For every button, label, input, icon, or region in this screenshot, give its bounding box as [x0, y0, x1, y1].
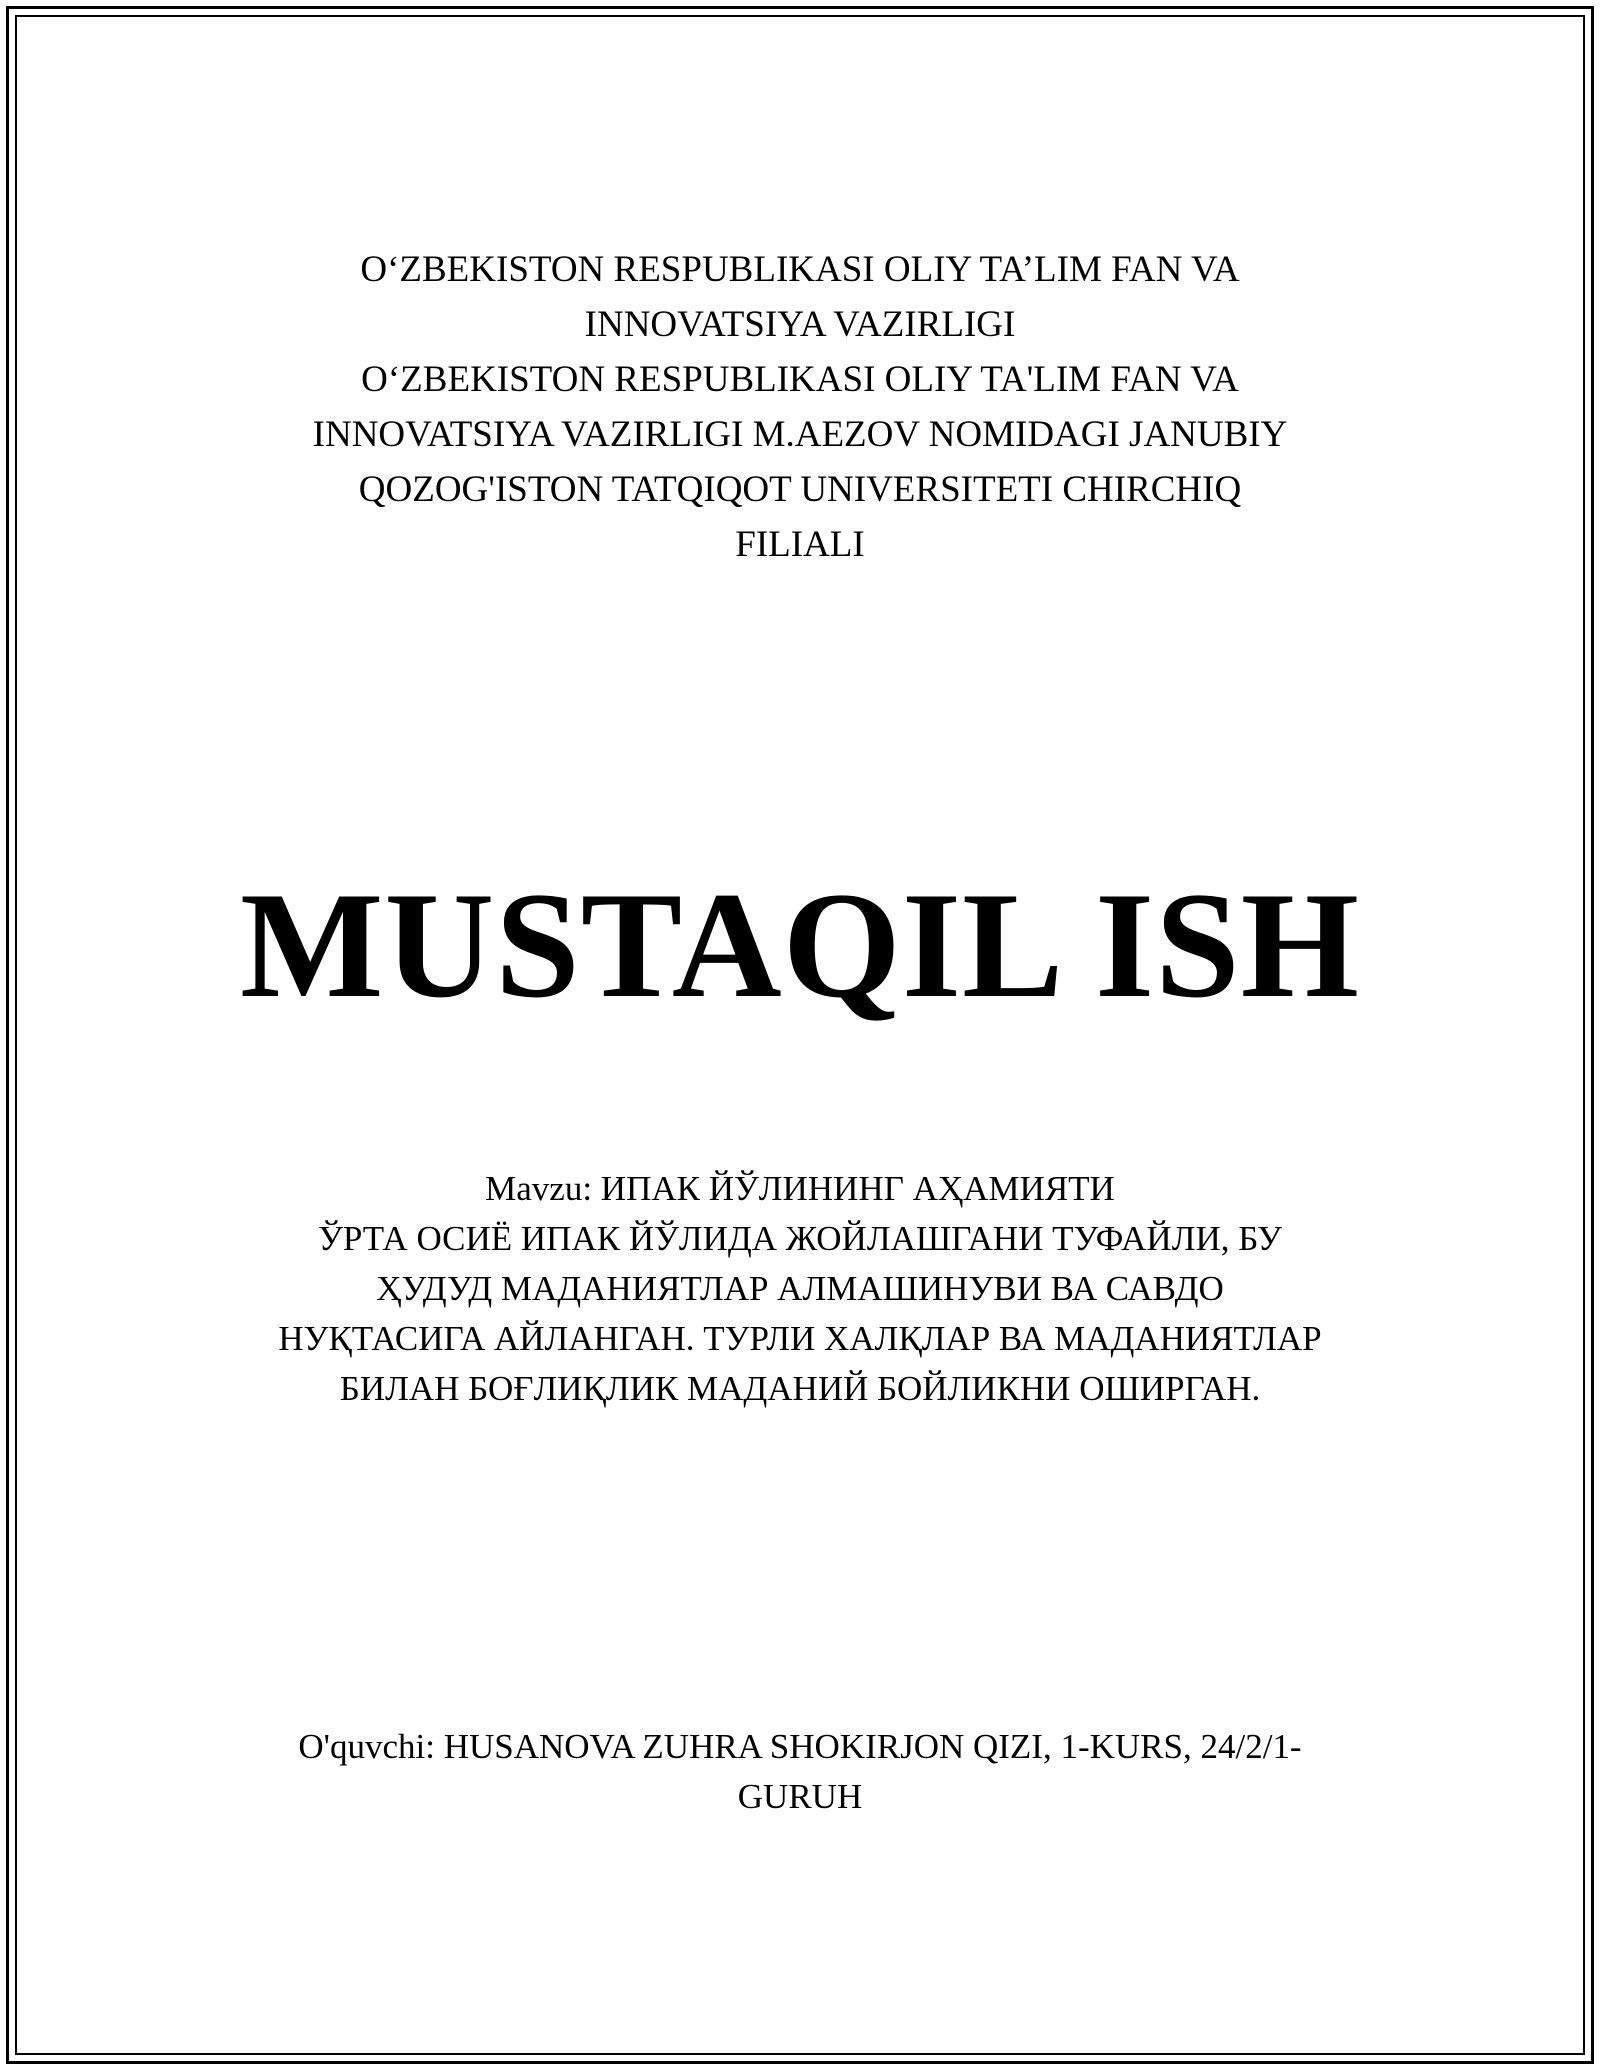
header-line: QOZOG'ISTON TATQIQOT UNIVERSITETI CHIRCHIQ	[358, 469, 1242, 510]
header-line: FILIALI	[735, 524, 865, 565]
student-line: GURUH	[737, 1777, 863, 1816]
header-line: O‘ZBEKISTON RESPUBLIKASI OLIY TA'LIM FAN VA	[361, 359, 1239, 400]
header-line: INNOVATSIYA VAZIRLIGI M.AEZOV NOMIDAGI JANUBIY	[312, 414, 1288, 455]
topic-line: НУҚТАСИГА АЙЛАНГАН. ТУРЛИ ХАЛҚЛАР ВА МАДАНИЯТЛАР	[278, 1319, 1322, 1358]
student-line: O'quvchi: HUSANOVA ZUHRA SHOKIRJON QIZI, 1-KURS, 24/2/1-	[298, 1727, 1302, 1766]
topic-line: ЎРТА ОСИЁ ИПАК ЙЎЛИДА ЖОЙЛАШГАНИ ТУФАЙЛИ, БУ	[318, 1219, 1282, 1258]
topic-line: Mavzu: ИПАК ЙЎЛИНИНГ АҲАМИЯТИ	[485, 1169, 1115, 1208]
student-info	[200, 1722, 1400, 1822]
topic-section	[200, 1164, 1400, 1414]
topic-line: ҲУДУД МАДАНИЯТЛАР АЛМАШИНУВИ ВА САВДО	[376, 1269, 1224, 1308]
document-title: MUSTAQIL ISH	[240, 861, 1360, 1029]
ministry-header	[200, 242, 1400, 572]
header-line: O‘ZBEKISTON RESPUBLIKASI OLIY TA’LIM FAN VA	[360, 249, 1240, 290]
header-line: INNOVATSIYA VAZIRLIGI	[584, 304, 1016, 345]
topic-line: БИЛАН БОҒЛИҚЛИК МАДАНИЙ БОЙЛИКНИ ОШИРГАН.	[339, 1369, 1261, 1408]
